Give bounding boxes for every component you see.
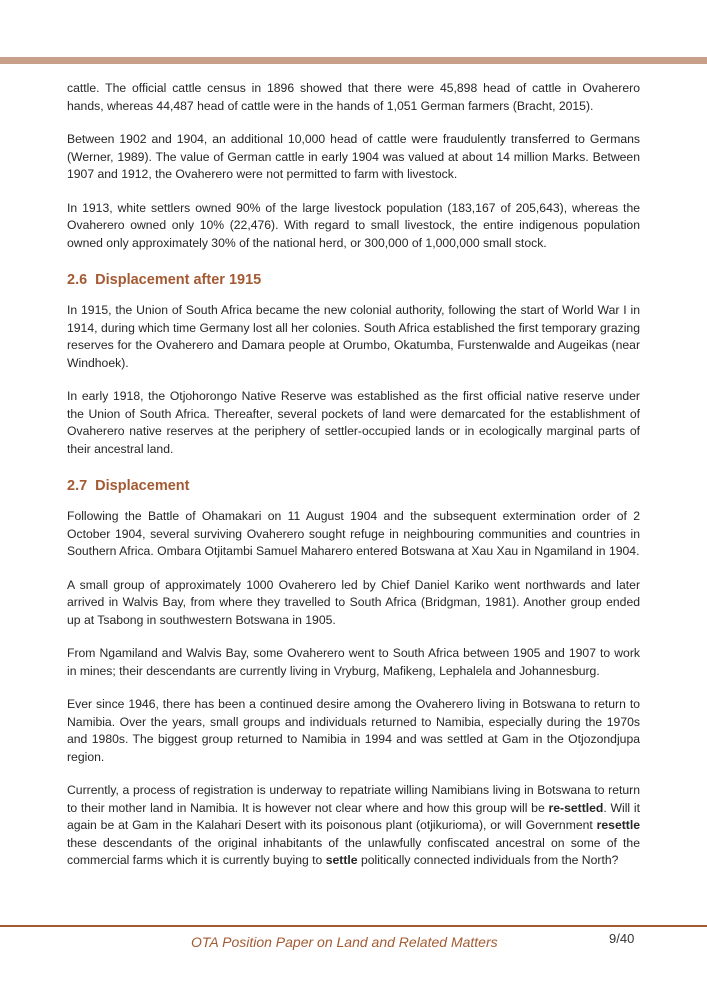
paragraph-text: Ever since 1946, there has been a continued desire among the Ovaherero living in Botswana to return to Namibia. Over the years, small groups and individuals returned to Namibia, especially during the 1970s and 1980s. The biggest group returned to Namibia in 1994 and was settled at Gam in the Otjozondjupa region.: [67, 697, 640, 764]
paragraph-text: In 1913, white settlers owned 90% of the large livestock population (183,167 of 205,643), whereas the Ovaherero owned only 10% (22,476). With regard to small livestock, the entire indigenous population owned only approximately 30% of the national herd, or 300,000 of 1,000,000 small stock.: [67, 200, 640, 250]
section-title: Displacement after 1915: [95, 272, 262, 288]
bold-text: re-settled: [548, 800, 604, 815]
section-number: 2.7: [67, 478, 88, 494]
bold-text: resettle: [596, 818, 640, 832]
paragraph-text: In early 1918, the Otjohorongo Native Reserve was established as the first official native reserve under the Union of South Africa. Thereafter, several pockets of land were demarcated for the establishment of Ovaherero native reserves at the periphery of settler-occupied lands or in ecologically marginal parts of their ancestral land.: [67, 389, 640, 456]
bold-text: settle: [325, 853, 358, 867]
header-band: [0, 57, 707, 64]
body-paragraph: [67, 577, 640, 630]
section-number: 2.6: [67, 272, 88, 288]
paragraph-text: In 1915, the Union of South Africa became the new colonial authority, following the start of World War I in 1914, during which time Germany lost all her colonies. South Africa established the first temporary grazing reserves for the Ovaherero and Damara people at Orumbo, Okatumba, Furstenwalde and Augeikas (near Windhoek).: [67, 303, 640, 370]
section-title: Displacement: [95, 478, 190, 494]
paragraph-text: A small group of approximately 1000 Ovaherero led by Chief Daniel Kariko went northwards and later arrived in Walvis Bay, from where they travelled to South Africa (Bridgman, 1981). Another group ended up at Tsabong in southwestern Botswana in 1905.: [67, 577, 640, 627]
paragraph-text: . Will it again be at Gam in the Kalahari Desert with its poisonous plant (otjikurioma), or will Government: [67, 800, 640, 832]
body-paragraph: [67, 782, 640, 870]
body-paragraph: [67, 80, 640, 115]
page-number: 9/40: [609, 931, 635, 946]
body-paragraph: [67, 645, 640, 680]
page-body: [67, 80, 640, 886]
paragraph-text: Following the Battle of Ohamakari on 11 August 1904 and the subsequent extermination order of 2 October 1904, several surviving Ovaherero sought refuge in neighbouring communities and countries in Southern Africa. Ombara Otjitambi Samuel Maharero entered Botswana at Xau Xau in Ngamiland in 1904.: [67, 509, 640, 558]
footer-title: OTA Position Paper on Land and Related Matters: [191, 934, 498, 950]
paragraph-text: Between 1902 and 1904, an additional 10,000 head of cattle were fraudulently transferred to Germans (Werner, 1989). The value of German cattle in early 1904 was valued at about 14 million Marks. Between 1907 and 1912, the Ovaherero were not permitted to farm with livestock.: [67, 132, 640, 181]
section-heading: [67, 478, 640, 494]
body-paragraph: [67, 696, 640, 766]
body-paragraph: [67, 302, 640, 372]
paragraph-text: these descendants of the original inhabitants of the unlawfully confiscated ancestral on some of the commercial farms which it is currently buying to: [67, 835, 640, 867]
section-heading: [67, 272, 640, 288]
paragraph-text: politically connected individuals from the North?: [357, 853, 619, 867]
body-paragraph: [67, 200, 640, 253]
paragraph-text: cattle. The official cattle census in 1896 showed that there were 45,898 head of cattle in Ovaherero hands, whereas 44,487 head of cattle were in the hands of 1,051 German farmers (Bracht, 2015).: [67, 81, 640, 113]
paragraph-text: From Ngamiland and Walvis Bay, some Ovaherero went to South Africa between 1905 and 1907 to work in mines; their descendants are currently living in Vryburg, Mafikeng, Lephalela and Johannesburg.: [67, 646, 640, 678]
body-paragraph: [67, 508, 640, 561]
footer-rule: [0, 925, 707, 927]
body-paragraph: [67, 131, 640, 184]
body-paragraph: [67, 388, 640, 458]
paragraph-text: Currently, a process of registration is underway to repatriate willing Namibians living in Botswana to return to their mother land in Namibia. It is however not clear where and how this group will be: [67, 783, 640, 815]
